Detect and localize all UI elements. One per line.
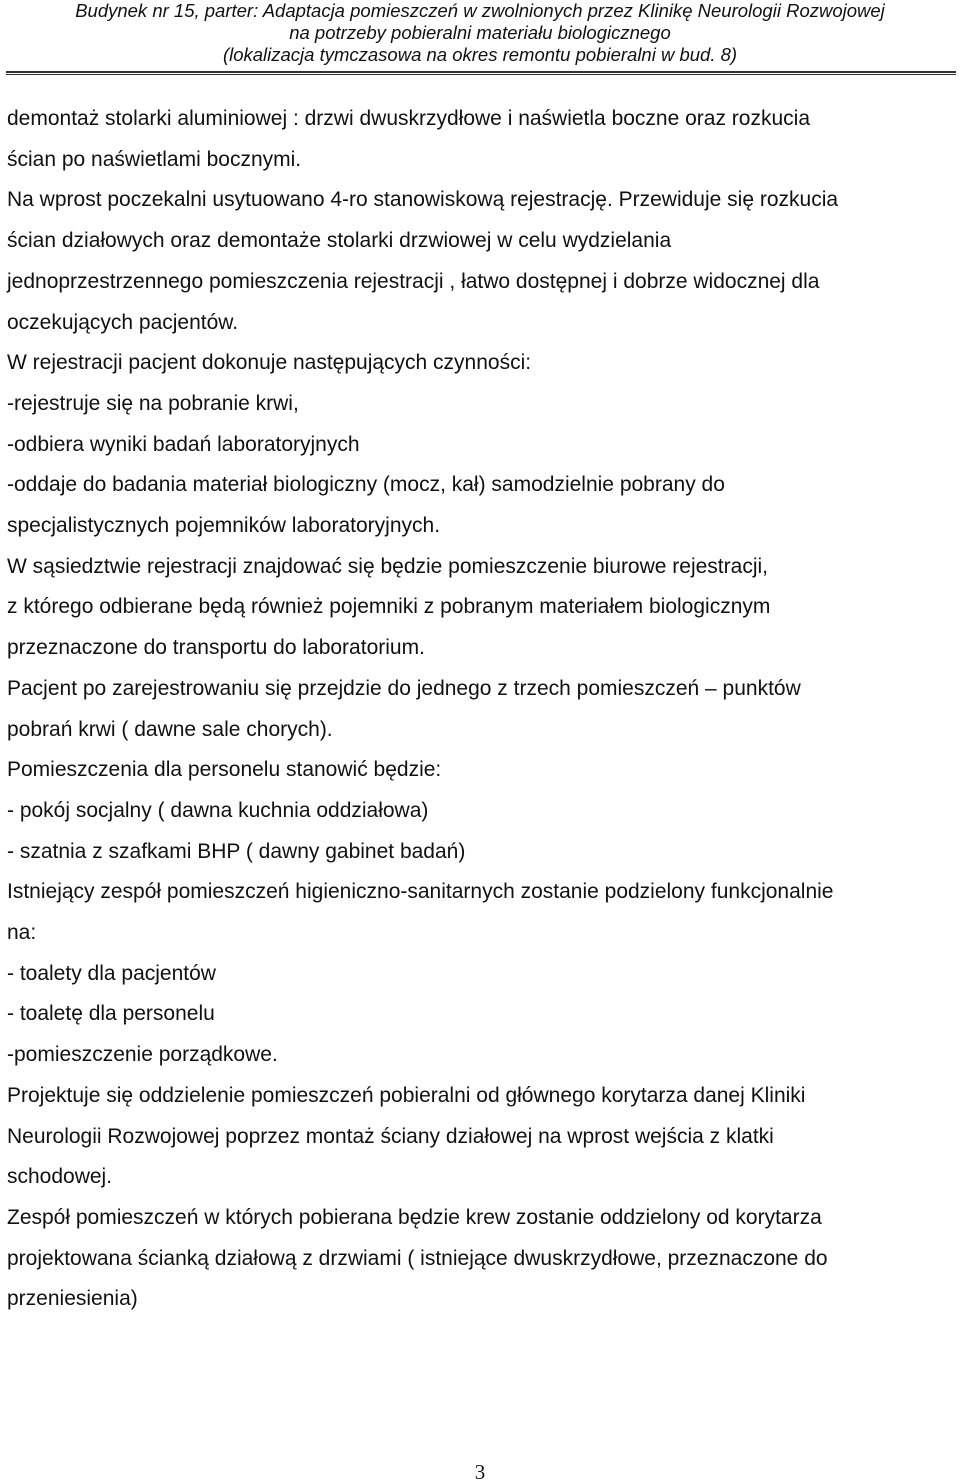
text-line: - szatnia z szafkami BHP ( dawny gabinet badań) [7, 839, 466, 863]
text-line: jednoprzestrzennego pomieszczenia rejestracji , łatwo dostępnej i dobrze widocznej dla [7, 269, 820, 293]
page-number: 3 [474, 1460, 486, 1484]
document-body [7, 99, 953, 1320]
header-line-2: na potrzeby pobieralni materiału biologicznego [289, 22, 671, 43]
header-line-3: (lokalizacja tymczasowa na okres remontu pobieralni w bud. 8) [222, 44, 738, 65]
text-line: ścian po naświetlami bocznymi. [7, 147, 302, 171]
text-line: - toalety dla pacjentów [7, 961, 216, 985]
text-line: -rejestruje się na pobranie krwi, [7, 391, 299, 415]
text-line: -oddaje do badania materiał biologiczny (mocz, kał) samodzielnie pobrany do [7, 473, 725, 497]
text-line: pobrań krwi ( dawne sale chorych). [7, 717, 333, 741]
text-line: specjalistycznych pojemników laboratoryjnych. [7, 514, 441, 538]
text-line: schodowej. [7, 1165, 113, 1189]
text-line: demontaż stolarki aluminiowej : drzwi dwuskrzydłowe i naświetla boczne oraz rozkucia [7, 107, 811, 130]
header-divider [6, 71, 956, 75]
text-line: -odbiera wyniki badań laboratoryjnych [7, 432, 360, 456]
text-line: z którego odbierane będą również pojemniki z pobranym materiałem biologicznym [7, 595, 771, 619]
text-line: przeznaczone do transportu do laboratorium. [7, 636, 425, 660]
text-line: ścian działowych oraz demontaże stolarki drzwiowej w celu wydzielania [7, 229, 672, 253]
text-line: na: [7, 921, 37, 945]
text-line: Projektuje się oddzielenie pomieszczeń pobieralni od głównego korytarza danej Kliniki [7, 1083, 806, 1107]
text-line: - toaletę dla personelu [7, 1002, 215, 1026]
text-line: przeniesienia) [7, 1287, 138, 1311]
text-line: - pokój socjalny ( dawna kuchnia oddziałowa) [7, 798, 429, 822]
text-line: projektowana ścianką działową z drzwiami ( istniejące dwuskrzydłowe, przeznaczone do [7, 1246, 828, 1270]
header-line-1: Budynek nr 15, parter: Adaptacja pomieszczeń w zwolnionych przez Klinikę Neurologii Rozwojowej [75, 0, 885, 21]
text-line: Istniejący zespół pomieszczeń higieniczno-sanitarnych zostanie podzielony funkcjonalnie [7, 880, 834, 904]
text-line: Neurologii Rozwojowej poprzez montaż ściany działowej na wprost wejścia z klatki [7, 1124, 774, 1148]
text-line: oczekujących pacjentów. [7, 310, 239, 334]
text-line: Na wprost poczekalni usytuowano 4-ro stanowiskową rejestrację. Przewiduje się rozkucia [7, 188, 839, 212]
text-line: Pomieszczenia dla personelu stanowić będzie: [7, 758, 442, 782]
text-line: W rejestracji pacjent dokonuje następujących czynności: [7, 351, 532, 375]
page-header [0, 0, 960, 66]
text-line: Pacjent po zarejestrowaniu się przejdzie do jednego z trzech pomieszczeń – punktów [7, 676, 801, 700]
text-line: -pomieszczenie porządkowe. [7, 1043, 278, 1067]
text-line: Zespół pomieszczeń w których pobierana będzie krew zostanie oddzielony od korytarza [7, 1205, 822, 1229]
text-line: W sąsiedztwie rejestracji znajdować się będzie pomieszczenie biurowe rejestracji, [7, 554, 768, 578]
